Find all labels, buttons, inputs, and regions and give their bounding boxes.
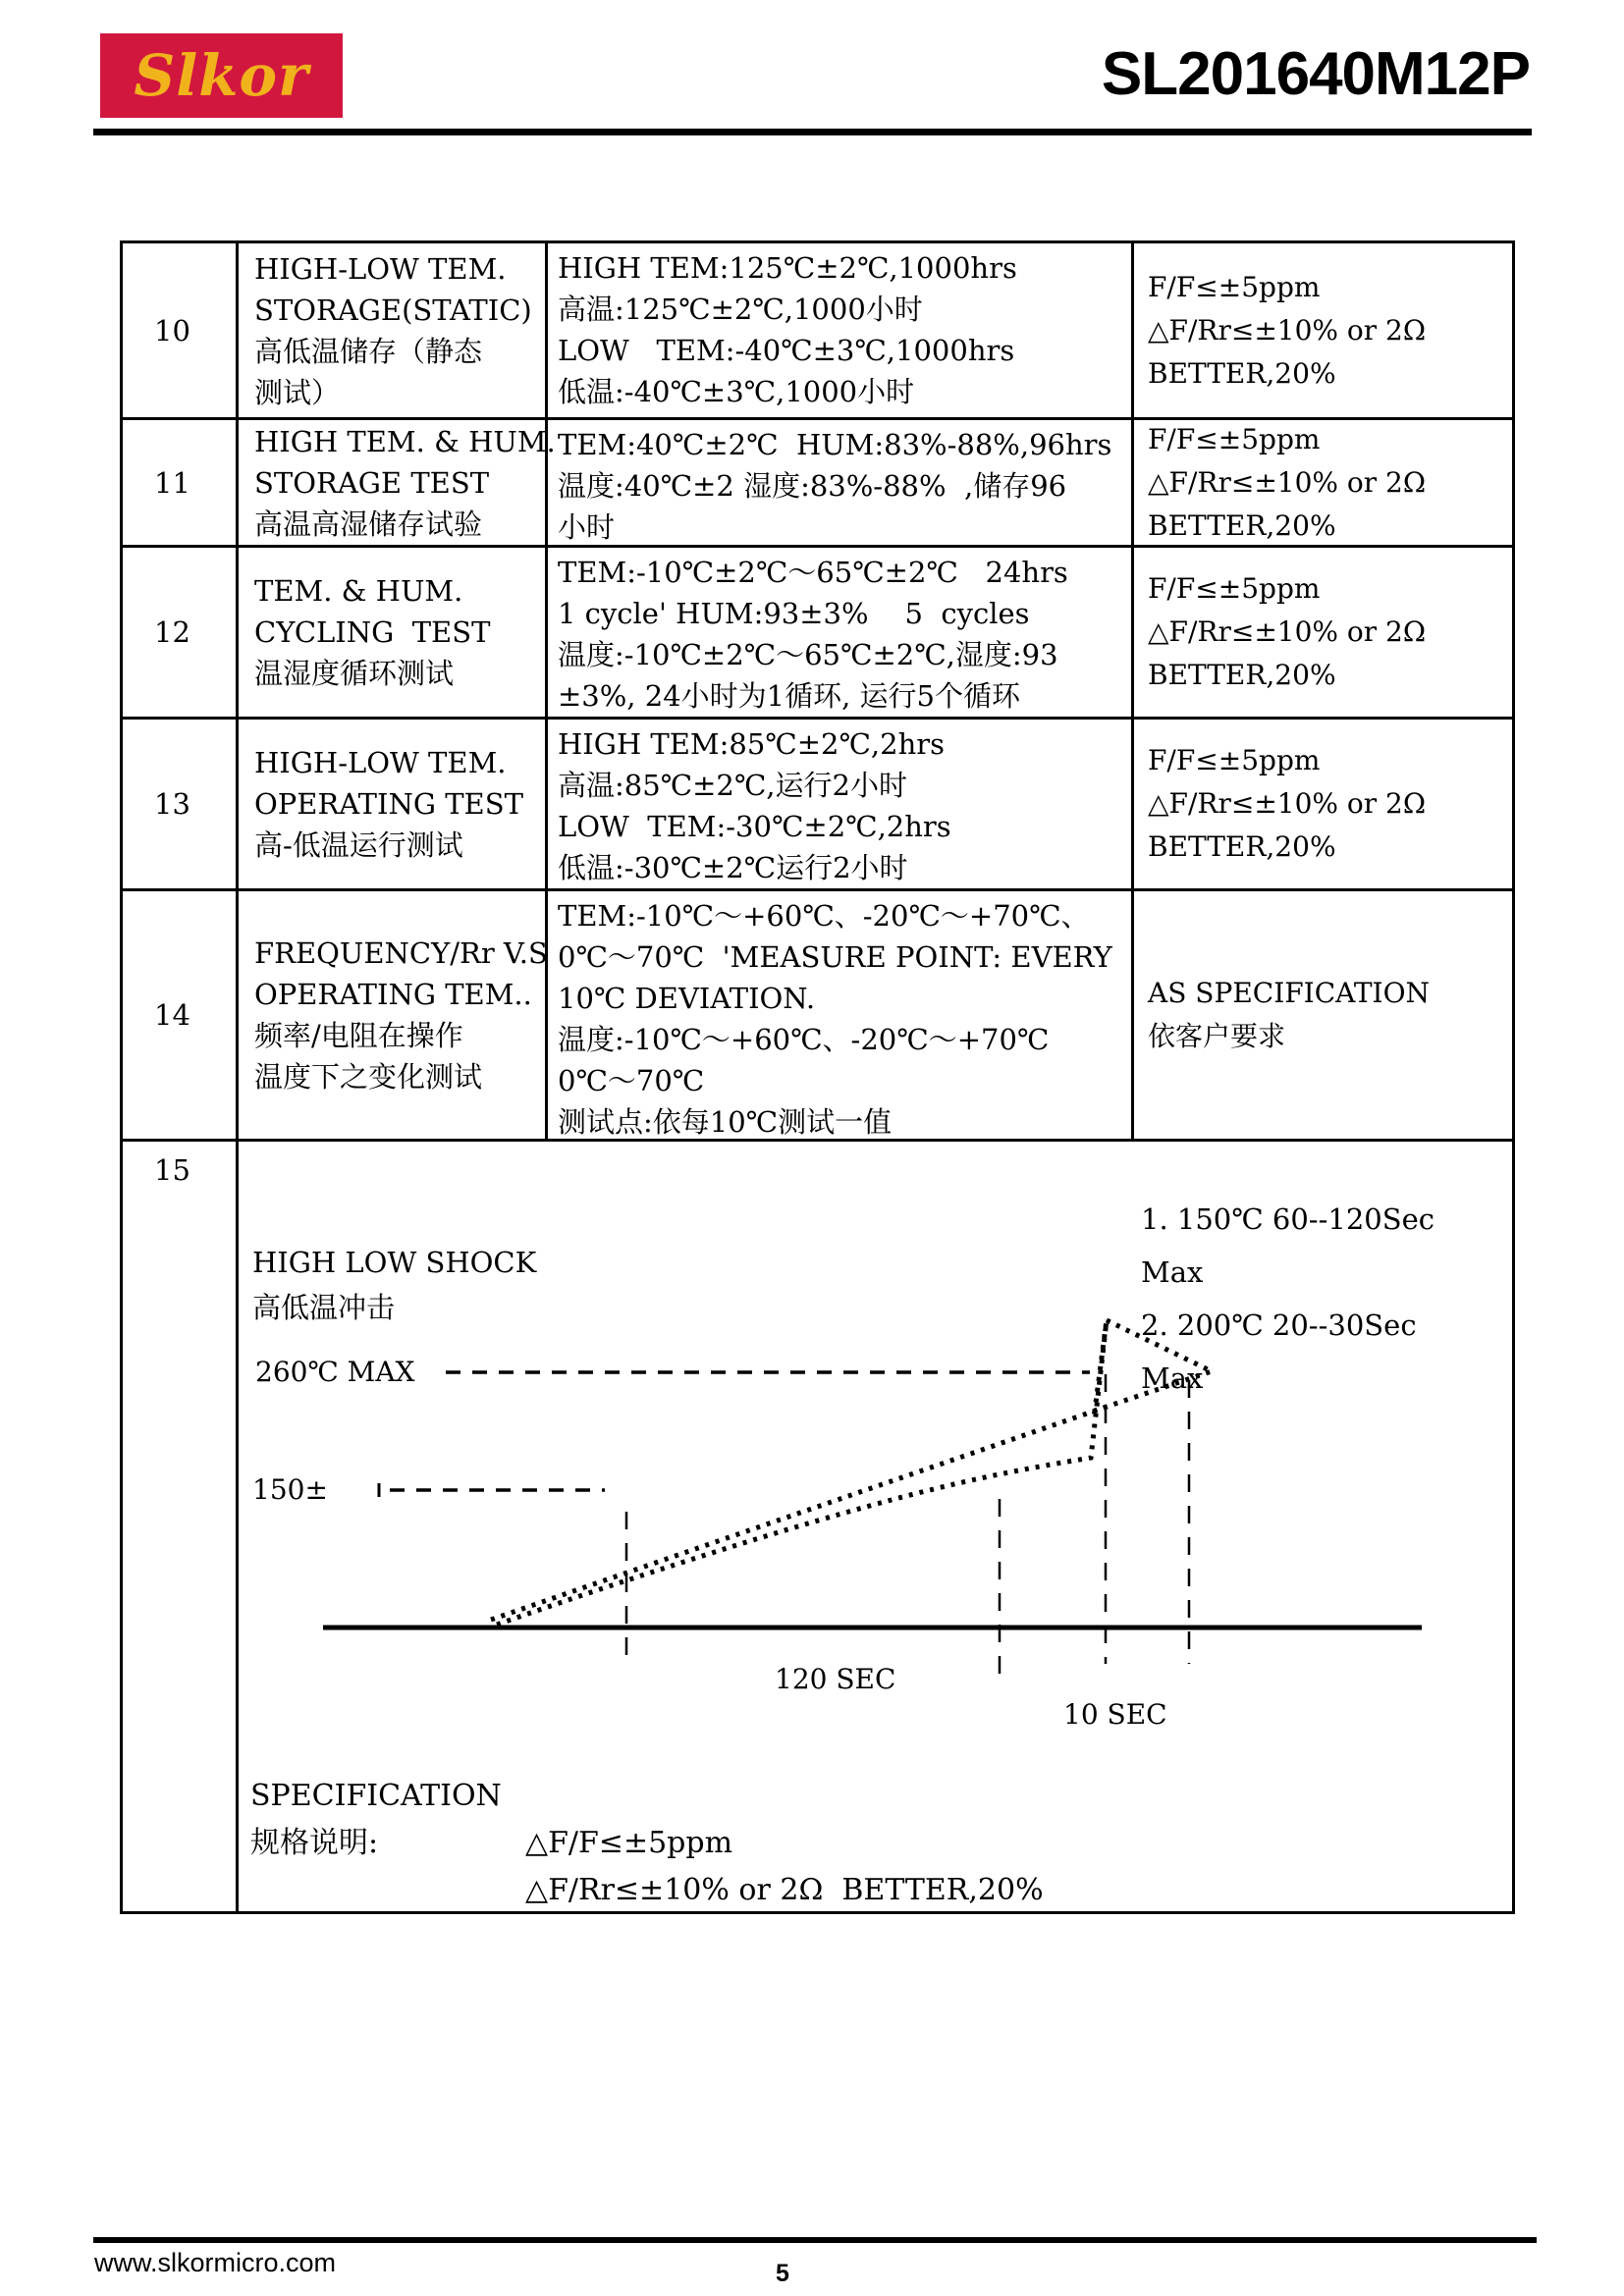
page-title: SL201640M12P — [1101, 40, 1530, 108]
test-condition-cell: TEM:40℃±2℃ HUM:83%-88%,96hrs 温度:40℃±2 湿度:83%-88% ,储存96 小时 — [545, 420, 1131, 545]
table-row — [123, 548, 1512, 720]
label-10-sec: 10 SEC — [1063, 1698, 1167, 1731]
specification-title: SPECIFICATION — [250, 1779, 502, 1813]
profile-curve — [497, 1320, 1107, 1625]
label-260c-max: 260℃ MAX — [255, 1356, 415, 1388]
shock-notes-clipped-line: Max — [1141, 1362, 1204, 1395]
website-link[interactable]: www.slkormicro.com — [94, 2248, 337, 2277]
test-item-cell: TEM. & HUM. CYCLING TEST 温湿度循环测试 — [236, 548, 545, 717]
test-condition-cell: HIGH TEM:125℃±2℃,1000hrs 高温:125℃±2℃,1000小时 LOW TEM:-40℃±3℃,1000hrs 低温:-40℃±3℃,1000小时 — [545, 243, 1131, 417]
table-row — [123, 243, 1512, 420]
row-number: 15 — [154, 1153, 190, 1187]
header-divider — [93, 129, 1532, 135]
slkor-logo — [100, 33, 343, 118]
test-item-cell: HIGH TEM. & HUM. STORAGE TEST 高温高湿储存试验 — [236, 420, 545, 545]
table-row — [123, 891, 1512, 1142]
specification-cn-label: 规格说明: — [250, 1826, 379, 1860]
test-item-cell: HIGH-LOW TEM. STORAGE(STATIC) 高低温储存（静态 测试） — [236, 243, 545, 417]
table-row — [123, 420, 1512, 548]
shock-notes-lines: 1. 150℃ 60--120Sec Max 2. 200℃ 20--30Sec — [1141, 1202, 1435, 1342]
test-spec-cell: F/F≤±5ppm △F/Rr≤±10% or 2Ω BETTER,20% — [1131, 420, 1512, 545]
row-number: 10 — [154, 313, 190, 347]
shock-chart-cell — [236, 1142, 1512, 1911]
test-condition-cell: HIGH TEM:85℃±2℃,2hrs 高温:85℃±2℃,运行2小时 LOW TEM:-30℃±2℃,2hrs 低温:-30℃±2℃运行2小时 — [545, 720, 1131, 888]
test-spec-cell: F/F≤±5ppm △F/Rr≤±10% or 2Ω BETTER,20% — [1131, 548, 1512, 717]
table-row-shock — [123, 1142, 1512, 1911]
footer-divider — [93, 2237, 1537, 2243]
test-spec-cell: F/F≤±5ppm △F/Rr≤±10% or 2Ω BETTER,20% — [1131, 243, 1512, 417]
ramp-line — [491, 1405, 1112, 1620]
test-item-cell: HIGH-LOW TEM. OPERATING TEST 高-低温运行测试 — [236, 720, 545, 888]
label-120-sec: 120 SEC — [775, 1663, 896, 1695]
test-spec-cell: AS SPECIFICATION 依客户要求 — [1131, 891, 1512, 1139]
specification-line-1 — [250, 1820, 733, 1867]
spec-value-1: △F/F≤±5ppm — [525, 1826, 733, 1860]
test-item-cell: FREQUENCY/Rr V.S OPERATING TEM.. 频率/电阻在操作 温度下之变化测试 — [236, 891, 545, 1139]
page-number: 5 — [776, 2260, 789, 2287]
row-number: 11 — [154, 465, 190, 500]
row-number: 14 — [154, 998, 190, 1032]
shock-test-label: HIGH LOW SHOCK 高低温冲击 — [252, 1246, 537, 1324]
arrow-head — [1095, 1320, 1212, 1411]
row-number: 13 — [154, 787, 190, 821]
spec-value-2: △F/Rr≤±10% or 2Ω BETTER,20% — [525, 1873, 1044, 1907]
label-150: 150± — [252, 1473, 328, 1506]
test-condition-cell: TEM:-10℃±2℃～65℃±2℃ 24hrs 1 cycle' HUM:93±3% 5 cycles 温度:-10℃±2℃～65℃±2℃,湿度:93 ±3%, 24小时为1循环, 运行5个循环 — [545, 548, 1131, 717]
row-number: 12 — [154, 615, 190, 649]
test-spec-cell: F/F≤±5ppm △F/Rr≤±10% or 2Ω BETTER,20% — [1131, 720, 1512, 888]
slkor-logo-text: Slkor — [134, 42, 309, 109]
test-condition-cell: TEM:-10℃～+60℃、-20℃～+70℃、 0℃～70℃ 'MEASURE POINT: EVERY 10℃ DEVIATION. 温度:-10℃～+60℃、-20℃～+70℃ 0℃～70℃ 测试点:依每10℃测试一值 — [545, 891, 1131, 1139]
reliability-test-table — [120, 240, 1515, 1914]
table-row — [123, 720, 1512, 891]
specification-note — [250, 1773, 1044, 1907]
